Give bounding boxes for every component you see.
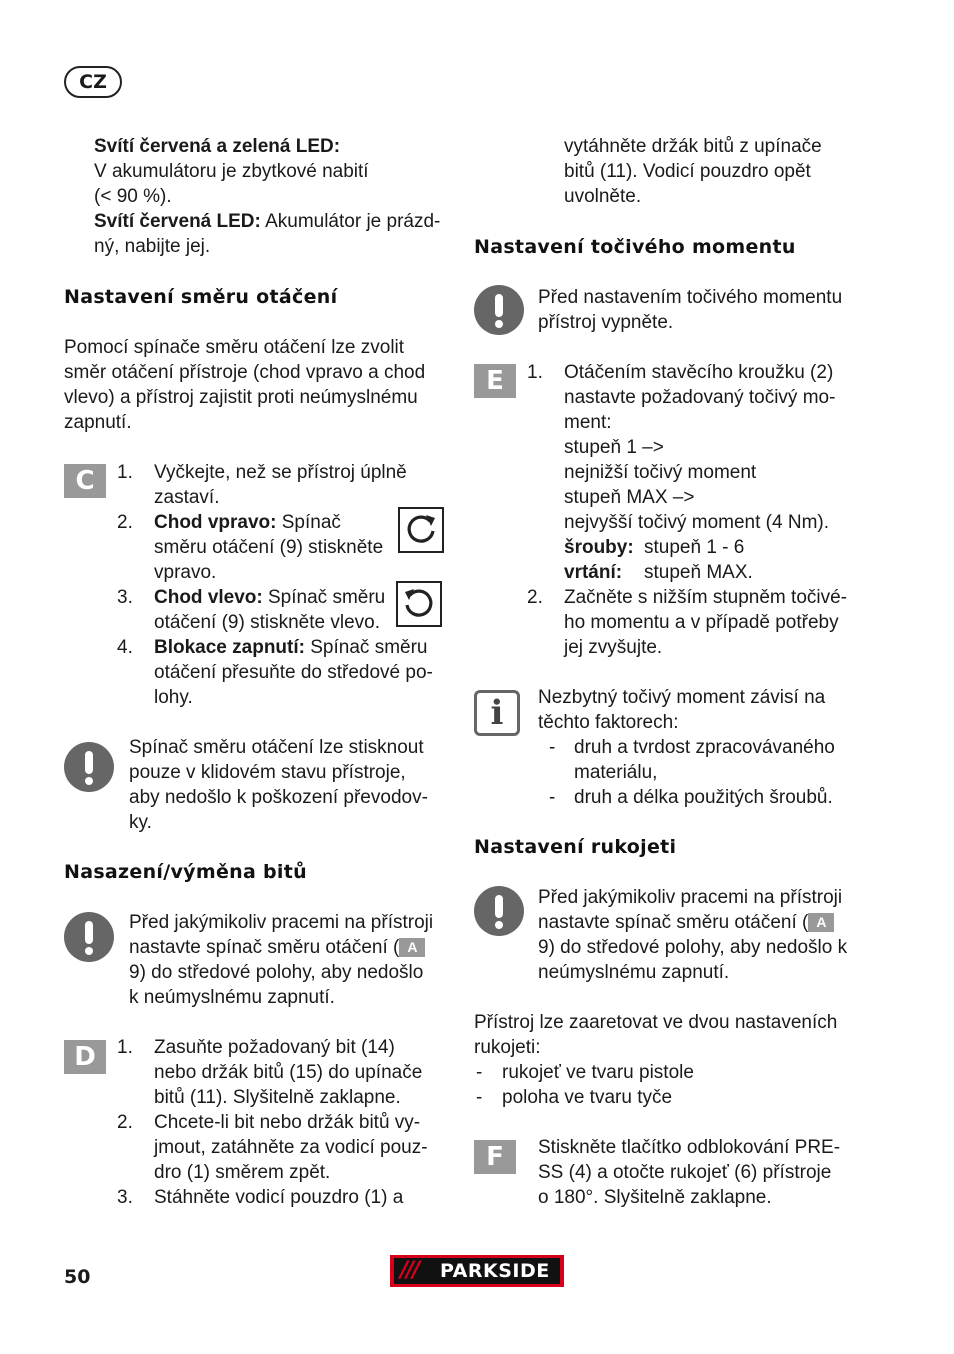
- led-line-4: Svítí červená LED: Akumulátor je prázd-: [94, 211, 441, 232]
- step-number: 1.: [117, 1037, 133, 1058]
- step3-line-1: Chod vlevo: Spínač směru: [154, 587, 386, 608]
- bits-continued-3: uvolněte.: [564, 186, 642, 207]
- torque-info-1: Nezbytný točivý moment závisí na: [538, 687, 826, 708]
- handle-para-1: Přístroj lze zaaretovat ve dvou nastaveních: [474, 1012, 838, 1033]
- step-number: 2.: [117, 1112, 133, 1133]
- step-number: 2.: [527, 587, 543, 608]
- torque-step2-line-1: Začněte s nižším stupněm točivé-: [564, 587, 847, 608]
- drilling-label: vrtání:: [564, 562, 623, 583]
- heading-bits: Nasazení/výměna bitů: [64, 861, 307, 883]
- torque-step1-line-7: nejvyšší točivý moment (4 Nm).: [564, 512, 829, 533]
- heading-handle: Nastavení rukojeti: [474, 836, 677, 858]
- handle-step-line-2: SS (4) a otočte rukojeť (6) přístroje: [538, 1162, 832, 1183]
- step-number: 4.: [117, 637, 133, 658]
- warning-icon: [474, 886, 524, 936]
- screws-label-bold: šrouby:: [564, 537, 634, 558]
- torque-info-2: těchto faktorech:: [538, 712, 679, 733]
- step-number: 1.: [527, 362, 543, 383]
- bits-warning-1: Před jakýmikoliv pracemi na přístroji: [129, 912, 434, 933]
- bits-continued-2: bitů (11). Vodicí pouzdro opět: [564, 161, 811, 182]
- step3-line-2: otáčení (9) stiskněte vlevo.: [154, 612, 380, 633]
- led-line-2: V akumulátoru je zbytkové nabití: [94, 161, 369, 182]
- figure-ref-a: A: [808, 913, 834, 932]
- torque-step1-line-3: ment:: [564, 412, 612, 433]
- rotation-para-3: vlevo) a přístroj zajistit proti neúmyslnému: [64, 387, 418, 408]
- torque-factor-1-line-1: druh a tvrdost zpracovávaného: [574, 737, 835, 758]
- bits-step1-line-1: Zasuňte požadovaný bit (14): [154, 1037, 395, 1058]
- step2-line-1: Chod vpravo: Spínač: [154, 512, 341, 533]
- step2-line-2: směru otáčení (9) stiskněte: [154, 537, 384, 558]
- handle-step-line-3: o 180°. Slyšitelně zaklapne.: [538, 1187, 772, 1208]
- parkside-logo: [390, 1255, 564, 1287]
- figure-badge-c: C: [64, 464, 106, 498]
- bits-continued-1: vytáhněte držák bitů z upínače: [564, 136, 822, 157]
- step1-line-1: Vyčkejte, než se přístroj úplně: [154, 462, 407, 483]
- torque-factor-1-line-2: materiálu,: [574, 762, 658, 783]
- rotation-para-1: Pomocí spínače směru otáčení lze zvolit: [64, 337, 405, 358]
- figure-badge-d: D: [64, 1040, 106, 1074]
- bits-step1-line-2: nebo držák bitů (15) do upínače: [154, 1062, 423, 1083]
- list-dash: -: [549, 737, 556, 758]
- handle-position-2: poloha ve tvaru tyče: [502, 1087, 673, 1108]
- torque-step1-line-5: nejnižší točivý moment: [564, 462, 757, 483]
- step-number: 3.: [117, 587, 133, 608]
- drilling-value: stupeň MAX.: [644, 562, 753, 583]
- figure-ref-a: A: [399, 938, 425, 957]
- torque-step1-line-1: Otáčením stavěcího kroužku (2): [564, 362, 834, 383]
- bits-step3-line-1: Stáhněte vodicí pouzdro (1) a: [154, 1187, 404, 1208]
- rotation-para-2: směr otáčení přístroje (chod vpravo a chod: [64, 362, 426, 383]
- figure-badge-e: E: [474, 364, 516, 398]
- step4-line-3: lohy.: [154, 687, 193, 708]
- rotate-counterclockwise-icon: [396, 581, 442, 627]
- torque-step1-line-4: stupeň 1 –>: [564, 437, 664, 458]
- bits-warning-3: 9) do středové polohy, aby nedošlo: [129, 962, 424, 983]
- torque-step2-line-3: jej zvyšujte.: [564, 637, 663, 658]
- bits-warning-2: nastavte spínač směru otáčení ( A: [129, 935, 425, 960]
- torque-step2-line-2: ho momentu a v případě potřeby: [564, 612, 839, 633]
- rotation-warning-3: aby nedošlo k poškození převodov-: [129, 787, 428, 808]
- figure-badge-f: F: [474, 1140, 516, 1174]
- list-dash: -: [476, 1087, 483, 1108]
- rotate-clockwise-icon: [398, 507, 444, 553]
- step4-line-2: otáčení přesuňte do středové po-: [154, 662, 433, 683]
- logo-slashes: ///: [400, 1258, 419, 1283]
- step-number: 1.: [117, 462, 133, 483]
- page-number: 50: [64, 1266, 91, 1288]
- torque-step1-line-6: stupeň MAX –>: [564, 487, 695, 508]
- rotation-warning-2: pouze v klidovém stavu přístroje,: [129, 762, 406, 783]
- rotation-warning-4: ky.: [129, 812, 152, 833]
- led-line-1: Svítí červená a zelená LED:: [94, 136, 341, 157]
- torque-warning-2: přístroj vypněte.: [538, 312, 674, 333]
- rotation-warning-1: Spínač směru otáčení lze stisknout: [129, 737, 424, 758]
- info-icon: i: [474, 690, 520, 736]
- step2-line-3: vpravo.: [154, 562, 217, 583]
- heading-rotation: Nastavení směru otáčení: [64, 286, 338, 308]
- bits-step2-line-1: Chcete-li bit nebo držák bitů vy-: [154, 1112, 421, 1133]
- bits-step1-line-3: bitů (11). Slyšitelně zaklapne.: [154, 1087, 401, 1108]
- step4-line-1: Blokace zapnutí: Spínač směru: [154, 637, 428, 658]
- led-line-5: ný, nabijte jej.: [94, 236, 211, 257]
- torque-warning-1: Před nastavením točivého momentu: [538, 287, 843, 308]
- logo-text: PARKSIDE: [440, 1260, 550, 1282]
- step-number: 3.: [117, 1187, 133, 1208]
- handle-para-2: rukojeti:: [474, 1037, 541, 1058]
- handle-position-1: rukojeť ve tvaru pistole: [502, 1062, 694, 1083]
- step-number: 2.: [117, 512, 133, 533]
- language-badge: CZ: [64, 66, 122, 98]
- rotation-para-4: zapnutí.: [64, 412, 132, 433]
- torque-factor-2: druh a délka použitých šroubů.: [574, 787, 833, 808]
- list-dash: -: [549, 787, 556, 808]
- warning-icon: [64, 742, 114, 792]
- bits-step2-line-2: jmout, zatáhněte za vodicí pouz-: [154, 1137, 428, 1158]
- warning-icon: [64, 912, 114, 962]
- list-dash: -: [476, 1062, 483, 1083]
- handle-step-line-1: Stiskněte tlačítko odblokování PRE-: [538, 1137, 841, 1158]
- warning-icon: [474, 285, 524, 335]
- handle-warning-4: neúmyslnému zapnutí.: [538, 962, 730, 983]
- torque-step1-line-2: nastavte požadovaný točivý mo-: [564, 387, 836, 408]
- led-line-3: (< 90 %).: [94, 186, 172, 207]
- heading-torque: Nastavení točivého momentu: [474, 236, 796, 258]
- handle-warning-1: Před jakýmikoliv pracemi na přístroji: [538, 887, 843, 908]
- handle-warning-2: nastavte spínač směru otáčení ( A: [538, 910, 834, 935]
- step1-line-2: zastaví.: [154, 487, 220, 508]
- screws-value: stupeň 1 - 6: [644, 537, 745, 558]
- handle-warning-3: 9) do středové polohy, aby nedošlo k: [538, 937, 848, 958]
- bits-warning-4: k neúmyslnému zapnutí.: [129, 987, 335, 1008]
- bits-step2-line-3: dro (1) směrem zpět.: [154, 1162, 331, 1183]
